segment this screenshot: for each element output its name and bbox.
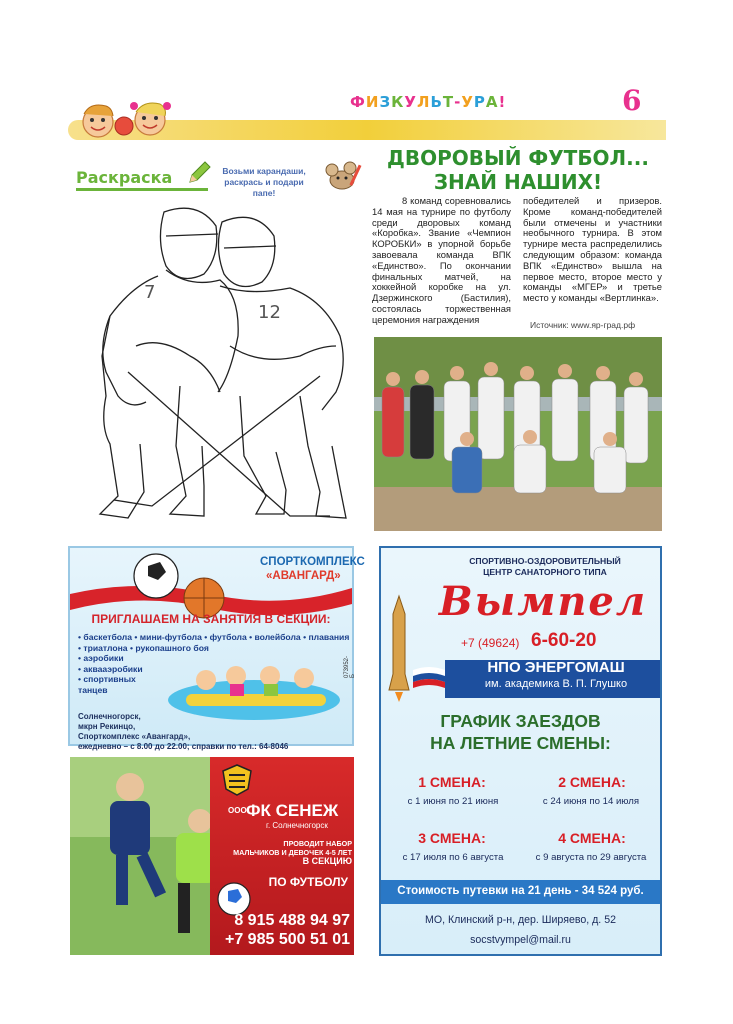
list-item: • триатлона • рукопашного боя	[78, 642, 209, 653]
address-line: мкрн Рекинцо,	[78, 722, 136, 731]
address-line: Спорткомплекс «Авангард»,	[78, 732, 191, 741]
coloring-underline	[76, 188, 208, 191]
vympel-subtitle-line: ЦЕНТР САНАТОРНОГО ТИПА	[483, 566, 607, 577]
vympel-brand: Вымпел	[438, 578, 648, 625]
vympel-email[interactable]: socstvympel@mail.ru	[470, 934, 571, 946]
coloring-illustration	[70, 196, 362, 536]
senezh-sport: ПО ФУТБОЛУ	[268, 875, 348, 889]
coloring-heading: Раскраска	[76, 168, 173, 187]
senezh-text-line: В СЕКЦИЮ	[302, 856, 352, 866]
senezh-ad	[70, 757, 354, 955]
avangard-ad	[68, 546, 365, 751]
senezh-text-line: ПРОВОДИТ НАБОР	[283, 839, 352, 848]
rocket-icon	[387, 594, 411, 704]
pencil-icon	[186, 160, 212, 186]
vympel-phone: 6-60-20	[531, 630, 597, 651]
vympel-phone-code: +7 (49624)	[461, 636, 520, 650]
senezh-city: г. Солнечногорск	[266, 821, 328, 830]
senezh-crest-icon	[220, 763, 254, 797]
price-text: Стоимость путевки на 21 день - 34 524 руб.	[397, 885, 644, 897]
address-line: Солнечногорск,	[78, 712, 141, 721]
article-title-line2: ЗНАЙ НАШИХ!	[433, 170, 603, 194]
title-letter: Р	[473, 93, 486, 111]
senezh-phones	[216, 911, 350, 949]
kids-football-photo	[70, 757, 220, 955]
senezh-text	[220, 839, 352, 866]
list-item: • баскетбола • мини-футбола • футбола • волейбола • плавания	[78, 632, 350, 642]
title-letter: Т	[442, 93, 455, 111]
shift-4-title: 4 СМЕНА:	[558, 830, 626, 846]
shift-3-title: 3 СМЕНА:	[418, 830, 486, 846]
schedule-heading	[381, 710, 660, 754]
article-title	[372, 146, 664, 194]
shift-1-dates: с 1 июня по 21 июня	[407, 796, 499, 807]
title-letter: И	[365, 93, 380, 111]
senezh-name: ФК СЕНЕЖ	[246, 801, 339, 820]
coloring-hint: Возьми карандаши, раскрась и подари папе!	[222, 166, 306, 198]
title-letter: У	[404, 93, 417, 111]
list-item: • аквааэробики	[78, 663, 143, 674]
senezh-phone-1: 8 915 488 94 97	[234, 912, 350, 929]
article-column-2: победителей и призеров. Кроме команд-победителей были отмечены и участники необычного турнира. В этом турнире места распределились следующим образом: команда ВПК «Единство» вышла на первое место, второе место у команды «МГЕР» и третье место у команды «Вертлинка».	[523, 195, 662, 304]
shift-3-dates: с 17 июля по 6 августа	[402, 852, 504, 863]
list-item: танцев	[78, 684, 108, 695]
kids-logo-icon	[72, 96, 176, 140]
ad-code: 073952-Б	[344, 655, 356, 678]
article-source: Источник: www.яр-град.рф	[530, 320, 636, 330]
npo-academic: им. академика В. П. Глушко	[484, 678, 628, 690]
shift-4-dates: с 9 августа по 29 августа	[535, 852, 647, 863]
team-photo	[374, 337, 662, 531]
avangard-title-1: СПОРТКОМПЛЕКС	[260, 556, 365, 568]
title-letter: Л	[416, 93, 431, 111]
player-number-12: 12	[258, 302, 281, 323]
title-letter: У	[461, 93, 474, 111]
title-letter: З	[379, 93, 392, 111]
article-title-line1: ДВОРОВЫЙ ФУТБОЛ...	[387, 146, 649, 170]
senezh-phone-2: +7 985 500 51 01	[224, 931, 350, 948]
shift-2-dates: с 24 июня по 14 июля	[542, 796, 640, 807]
article-body	[372, 196, 662, 326]
pool-kids-graphic	[166, 660, 342, 720]
address-line: ежедневно – с 8.00 до 22.00; справки по тел.: 64-8046	[78, 742, 289, 751]
vympel-address: МО, Клинский р-н, дер. Ширяево, д. 52	[425, 914, 616, 926]
article-column-1: 8 команд соревновались 14 мая на турнире по футболу среди дворовых команд «Коробка». Звание «Чемпион КОРОБКИ» в упорной борьбе завоевала команда ВПК «Единство». По окончании финальных матчей, на хоккейной коробке на ул. Дзержинского (Бастилия), состоялась торжественная церемония награждения	[372, 195, 511, 325]
title-letter: !	[498, 93, 507, 111]
title-letter: К	[391, 93, 405, 111]
title-letter: А	[485, 93, 499, 111]
vympel-subtitle-line: СПОРТИВНО-ОЗДОРОВИТЕЛЬНЫЙ	[469, 556, 621, 566]
title-letter: Ь	[430, 93, 443, 111]
magazine-title	[350, 93, 506, 111]
senezh-ooo: ООО	[228, 806, 247, 815]
senezh-text-line: МАЛЬЧИКОВ И ДЕВОЧЕК 4-5 ЛЕТ	[233, 848, 352, 857]
page-number: 6	[622, 84, 642, 117]
player-number-7: 7	[144, 282, 156, 303]
list-item: • аэробики	[78, 653, 124, 664]
avangard-invite: ПРИГЛАШАЕМ НА ЗАНЯТИЯ В СЕКЦИИ:	[91, 612, 331, 626]
shift-2-title: 2 СМЕНА:	[558, 774, 626, 790]
npo-name: НПО ЭНЕРГОМАШ	[487, 659, 625, 676]
title-letter: Ф	[350, 93, 366, 111]
schedule-heading-line: НА ЛЕТНИЕ СМЕНЫ:	[430, 733, 611, 753]
shift-1-title: 1 СМЕНА:	[418, 774, 486, 790]
vympel-ad	[379, 546, 662, 956]
avangard-address	[78, 712, 288, 752]
schedule-heading-line: ГРАФИК ЗАЕЗДОВ	[440, 711, 601, 731]
avangard-title-2: «АВАНГАРД»	[266, 570, 341, 582]
vympel-subtitle	[445, 556, 645, 577]
title-letter: -	[454, 93, 462, 111]
mouse-mascot-icon	[318, 160, 364, 192]
russian-flag-icon	[411, 664, 447, 692]
list-item: • спортивных	[78, 674, 136, 685]
